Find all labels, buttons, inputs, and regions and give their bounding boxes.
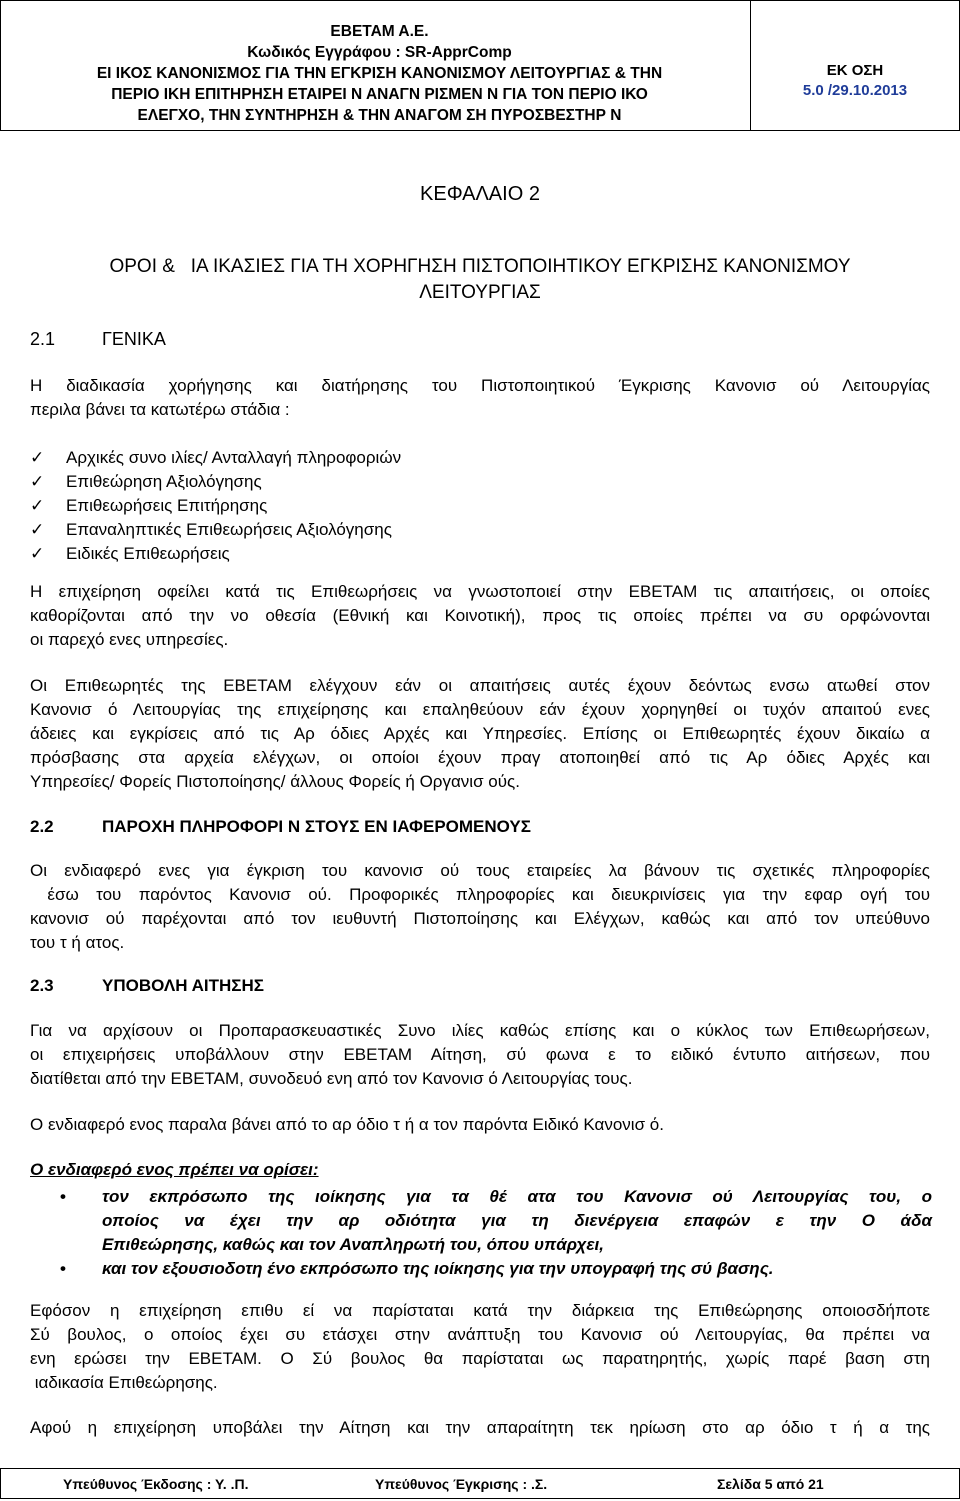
text-line: έσω του παρόντος Κανονισ ού. Προφορικές πληροφορίες και διευκρινίσεις για την εφαρ ογή του <box>30 885 930 904</box>
text-line: Επιθεώρησης, καθώς και τον Αναπληρωτή του, όπου υπάρχει, <box>102 1235 604 1254</box>
edition-value: 5.0 /29.10.2013 <box>802 82 908 99</box>
check-icon: ✓ <box>30 472 45 491</box>
text-line: ιαδικασία Επιθεώρησης. <box>30 1373 218 1392</box>
section-number: 2.2 <box>30 817 54 836</box>
text-line: Η διαδικασία χορήγησης και διατήρησης του Πιστοποιητικού Έγκρισης Κανονισ ού Λειτουργίας <box>30 376 930 395</box>
paragraph-9 <box>30 1416 930 1440</box>
header-org: ΕΒΕΤΑΜ Α.Ε. <box>330 23 429 40</box>
chapter-title: ΚΕΦΑΛΑΙΟ 2 <box>420 183 540 205</box>
text-line: Ο ενδιαφερό ενος παραλα βάνει από το αρ όδιο τ ή α τον παρόντα Ειδικό Κανονισ ό. <box>30 1115 664 1134</box>
text-line: πρόσβασης στα αρχεία ελέγχων, οι οποίοι έχουν πραγ ατοποιηθεί από τις Αρ όδιες Αρχές και <box>30 748 930 767</box>
header-title-line-1: ΕΙ ΙΚΟΣ ΚΑΝΟΝΙΣΜΟΣ ΓΙΑ ΤΗΝ ΕΓΚΡΙΣΗ ΚΑΝΟΝΙΣΜΟΥ ΛΕΙΤΟΥΡΓΙΑΣ & ΤΗΝ <box>96 65 663 82</box>
text-line: κανονισ ού παρέχονται από τον ιευθυντή Πιστοποίησης και Ελέγχων, καθώς και από τον υπεύθυνο <box>30 909 930 928</box>
header-doc-code: Κωδικός Εγγράφου : SR-ApprComp <box>247 44 512 61</box>
text-line: Για να αρχίσουν οι Προπαρασκευαστικές Συνο ιλίες καθώς επίσης και ο κύκλος των Επιθεωρήσεων, <box>30 1021 930 1040</box>
list-item-text: Επιθεωρήσεις Επιτήρησης <box>66 496 268 515</box>
bullet-icon: • <box>60 1187 66 1206</box>
header-title-line-3: ΕΛΕΓΧΟ, ΤΗΝ ΣΥΝΤΗΡΗΣΗ & ΤΗΝ ΑΝΑΓΟΜ ΣΗ ΠΥΡΟΣΒΕΣΤΗΡ Ν <box>137 107 622 124</box>
text-line: Υπηρεσίες/ Φορείς Πιστοποίησης/ άλλους Φορείς ή Οργανισ ούς. <box>30 772 520 791</box>
chapter-subtitle <box>0 254 960 306</box>
list-item <box>30 494 401 518</box>
text-line: Σύ βουλος, ο οποίος έχει συ ετάσχει στην ανάπτυξη του Κανονισ ού Λειτουργίας, θα πρέπει να <box>30 1325 930 1344</box>
text-line: Κανονισ ό Λειτουργίας της επιχείρησης και επαληθεύουν εάν έχουν χορηγηθεί οι τυχόν απαιτού ενες <box>30 700 930 719</box>
text-line: τον εκπρόσωπο της ιοίκησης για τα θέ ατα του Κανονισ ού Λειτουργίας του, ο <box>102 1187 932 1206</box>
text-line: Ο ενδιαφερό ενος πρέπει να ορίσει: <box>30 1160 319 1179</box>
check-icon: ✓ <box>30 496 45 515</box>
paragraph-8 <box>30 1299 930 1395</box>
list-item-text: Ειδικές Επιθεωρήσεις <box>66 544 230 563</box>
text-line: οι επιχειρήσεις υποβάλλουν στην ΕΒΕΤΑΜ Αίτηση, σύ φωνα ε το ειδικό έντυπο αιτήσεων, που <box>30 1045 930 1064</box>
paragraph-2 <box>30 580 930 652</box>
list-item <box>60 1185 932 1257</box>
paragraph-7 <box>30 1158 930 1182</box>
text-line: Αφού η επιχείρηση υποβάλει την Αίτηση και την απαραίτητη τεκ ηρίωση στο αρ όδιο τ ή α της <box>30 1418 930 1437</box>
text-line: άδειες και εγκρίσεις από τις Αρ όδιες Αρχές και Υπηρεσίες. Επίσης οι Επιθεωρητές έχουν δικαίω α <box>30 724 930 743</box>
list-item <box>60 1257 932 1281</box>
header-title-block <box>1 1 751 130</box>
footer-page-number: Σελίδα 5 από 21 <box>717 1476 824 1492</box>
text-line: οποίος να έχει την αρ οδιότητα για τη διενέργεια επαφών ε την Ο άδα <box>102 1211 932 1230</box>
chapter-subtitle-line-2: ΛΕΙΤΟΥΡΓΙΑΣ <box>419 282 541 303</box>
text-line: περιλα βάνει τα κατωτέρω στάδια : <box>30 400 290 419</box>
paragraph-6 <box>30 1113 930 1137</box>
text-line: Η επιχείρηση οφείλει κατά τις Επιθεωρήσεις να γνωστοποιεί στην ΕΒΕΤΑΜ τις απαιτήσεις, οι οποίες <box>30 582 930 601</box>
document-header <box>0 0 960 131</box>
paragraph-1 <box>30 374 930 422</box>
chapter-subtitle-line-1: ΟΡΟΙ & ΙΑ ΙΚΑΣΙΕΣ ΓΙΑ ΤΗ ΧΟΡΗΓΗΣΗ ΠΙΣΤΟΠΟΙΗΤΙΚΟΥ ΕΓΚΡΙΣΗΣ ΚΑΝΟΝΙΣΜΟΥ <box>109 256 851 277</box>
section-title: ΥΠΟΒΟΛΗ ΑΙΤΗΣΗΣ <box>102 976 264 995</box>
section-2-2-heading <box>30 817 531 837</box>
section-title: ΓΕΝΙΚΑ <box>102 329 166 349</box>
list-item-text: Επιθεώρηση Αξιολόγησης <box>66 472 262 491</box>
text-line: του τ ή ατος. <box>30 933 125 952</box>
check-icon: ✓ <box>30 544 45 563</box>
text-line: ενη ερώσει την ΕΒΕΤΑΜ. Ο Σύ βουλος θα παρίσταται ως παρατηρητής, χωρίς παρέ βαση στη <box>30 1349 930 1368</box>
section-title: ΠΑΡΟΧΗ ΠΛΗΡΟΦΟΡΙ Ν ΣΤΟΥΣ ΕΝ ΙΑΦΕΡΟΜΕΝΟΥΣ <box>102 817 531 836</box>
list-item <box>30 470 401 494</box>
edition-label: ΕΚ ΟΣΗ <box>826 62 884 79</box>
list-item <box>30 446 401 470</box>
section-2-3-heading <box>30 976 264 996</box>
paragraph-5 <box>30 1019 930 1091</box>
check-icon: ✓ <box>30 520 45 539</box>
stage-checklist <box>30 446 401 566</box>
text-line: οι παρεχό ενες υπηρεσίες. <box>30 630 229 649</box>
text-line: και τον εξουσιοδοτη ένο εκπρόσωπο της ιοίκησης για την υπογραφή της σύ βασης. <box>102 1259 774 1278</box>
header-title-line-2: ΠΕΡΙΟ ΙΚΗ ΕΠΙΤΗΡΗΣΗ ΕΤΑΙΡΕΙ Ν ΑΝΑΓΝ ΡΙΣΜΕΝ Ν ΓΙΑ ΤΟΝ ΠΕΡΙΟ ΙΚΟ <box>111 86 648 103</box>
text-line: Εφόσον η επιχείρηση επιθυ εί να παρίσταται κατά την διάρκεια της Επιθεώρησης οποιοσδήποτε <box>30 1301 930 1320</box>
footer-issue: Υπεύθυνος Έκδοσης : Υ. .Π. <box>63 1476 249 1492</box>
check-icon: ✓ <box>30 448 45 467</box>
header-edition-block <box>751 1 959 130</box>
text-line: καθορίζονται από την νο οθεσία (Εθνική και Κοινοτική), προς τις οποίες πρέπει να συ ορφώνονται <box>30 606 930 625</box>
list-item <box>30 542 401 566</box>
text-line: Οι ενδιαφερό ενες για έγκριση του κανονισ ού τους εταιρείες λα βάνουν τις σχετικές πληροφορίες <box>30 861 930 880</box>
text-line: διατίθεται από την ΕΒΕΤΑΜ, συνοδευό ενη από τον Κανονισ ό Λειτουργίας τους. <box>30 1069 633 1088</box>
representative-list <box>60 1185 932 1281</box>
document-footer <box>0 1468 960 1499</box>
paragraph-3 <box>30 674 930 794</box>
bullet-icon: • <box>60 1259 66 1278</box>
list-item-text: Αρχικές συνο ιλίες/ Ανταλλαγή πληροφοριών <box>66 448 402 467</box>
footer-approval: Υπεύθυνος Έγκρισης : .Σ. <box>375 1476 548 1492</box>
section-number: 2.1 <box>30 329 56 349</box>
section-2-1-heading <box>30 329 166 350</box>
text-line: Οι Επιθεωρητές της ΕΒΕΤΑΜ ελέγχουν εάν οι απαιτήσεις αυτές έχουν δεόντως ενσω ατωθεί στον <box>30 676 930 695</box>
list-item-text: Επαναληπτικές Επιθεωρήσεις Αξιολόγησης <box>66 520 392 539</box>
paragraph-4 <box>30 859 930 955</box>
list-item <box>30 518 401 542</box>
section-number: 2.3 <box>30 976 54 995</box>
